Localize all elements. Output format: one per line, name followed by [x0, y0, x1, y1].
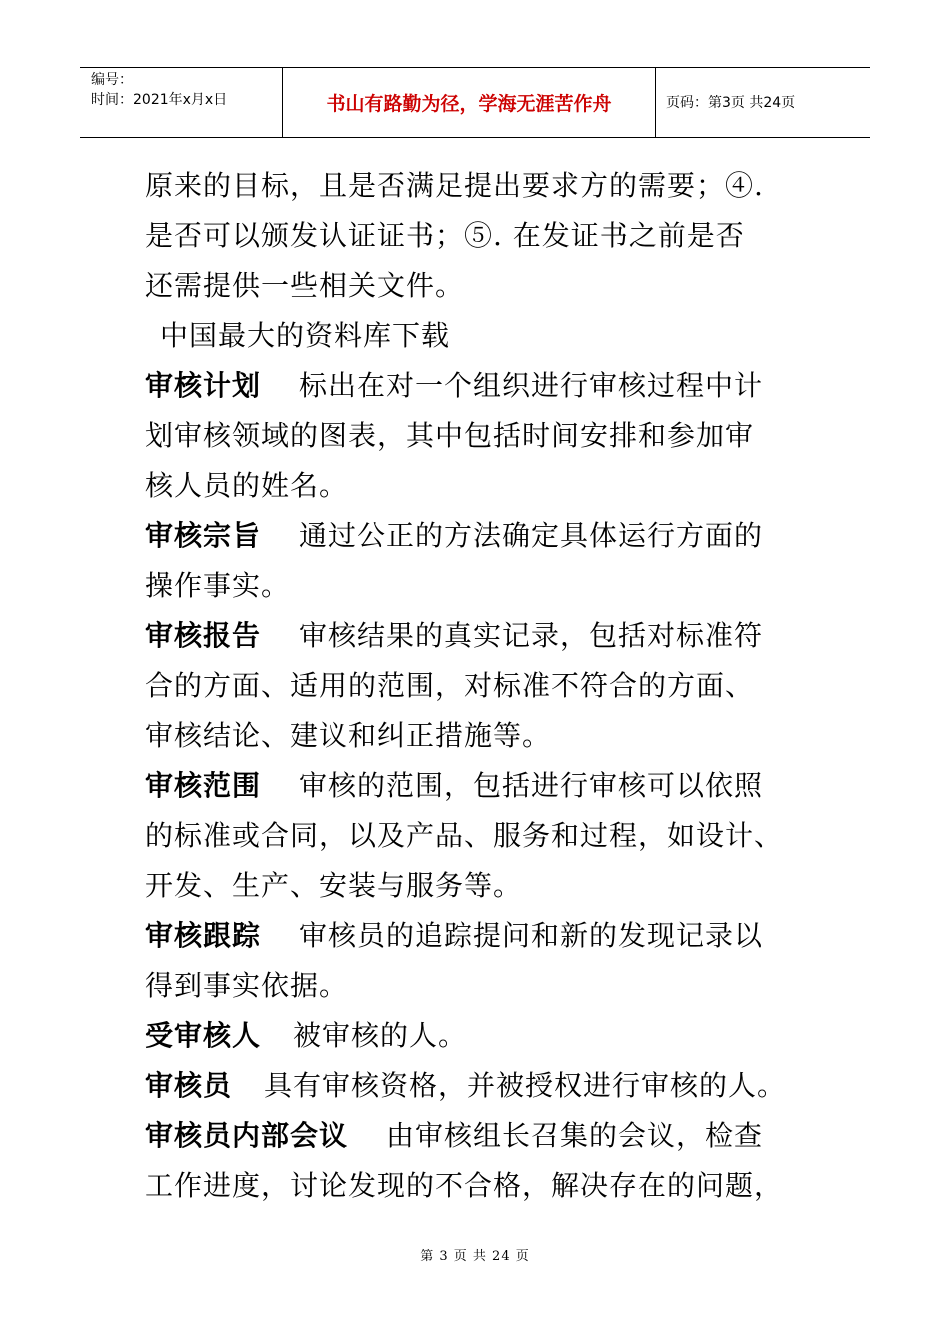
glossary-entry	[145, 761, 825, 911]
glossary-entry	[145, 511, 825, 611]
body-line: 划审核领域的图表，其中包括时间安排和参加审	[145, 419, 755, 452]
body-line: 工作进度，讨论发现的不合格，解决存在的问题，	[145, 1169, 784, 1202]
glossary-term: 审核宗旨	[145, 519, 262, 552]
glossary-term: 审核员内部会议	[145, 1119, 349, 1152]
body-line: 开发、生产、安装与服务等。	[145, 869, 523, 902]
body-line: 操作事实。	[145, 569, 291, 602]
glossary-entry	[145, 911, 825, 1011]
header-info-cell	[80, 68, 283, 137]
download-notice: 中国最大的资料库下载	[160, 319, 451, 352]
body-line: 的标准或合同，以及产品、服务和过程，如设计、	[145, 819, 784, 852]
header-page-info: 页码：第3页 共24页	[666, 95, 796, 111]
glossary-entry	[145, 1111, 825, 1211]
glossary-entry	[145, 1061, 825, 1111]
glossary-definition: 具有审核资格，并被授权进行审核的人。	[264, 1069, 787, 1102]
document-body	[145, 161, 825, 1211]
glossary-entry	[145, 361, 825, 511]
page-footer: 第 3 页 共 24 页	[420, 1249, 530, 1264]
body-line: 还需提供一些相关文件。	[145, 269, 465, 302]
body-line: 审核结论、建议和纠正措施等。	[145, 719, 552, 752]
document-date-label: 时间：2021年x月x日	[91, 92, 228, 108]
header-page-cell	[656, 68, 870, 137]
document-number-label: 编号：	[91, 72, 133, 88]
header-motto: 书山有路勤为径，学海无涯苦作舟	[326, 93, 612, 115]
glossary-definition: 被审核的人。	[293, 1019, 468, 1052]
glossary-term: 审核范围	[145, 769, 262, 802]
glossary-definition: 标出在对一个组织进行审核过程中计	[299, 369, 764, 402]
glossary-definition: 通过公正的方法确定具体运行方面的	[299, 519, 764, 552]
glossary-entry	[145, 1011, 825, 1061]
body-line: 是否可以颁发认证证书；⑤. 在发证书之前是否	[145, 219, 745, 252]
glossary-entry	[145, 611, 825, 761]
glossary-term: 审核计划	[145, 369, 262, 402]
page-header	[80, 67, 870, 138]
glossary-definition: 审核的范围，包括进行审核可以依照	[299, 769, 764, 802]
header-motto-cell	[283, 68, 656, 137]
body-line: 原来的目标，且是否满足提出要求方的需要；④.	[145, 169, 764, 202]
glossary-term: 审核员	[145, 1069, 233, 1102]
glossary-term: 受审核人	[145, 1019, 262, 1052]
glossary-definition: 审核员的追踪提问和新的发现记录以	[299, 919, 764, 952]
body-line: 得到事实依据。	[145, 969, 349, 1002]
glossary-term: 审核报告	[145, 619, 262, 652]
glossary-term: 审核跟踪	[145, 919, 262, 952]
glossary-definition: 由审核组长召集的会议，检查	[386, 1119, 764, 1152]
glossary-definition: 审核结果的真实记录，包括对标准符	[299, 619, 764, 652]
body-line: 核人员的姓名。	[145, 469, 349, 502]
body-line: 合的方面、适用的范围，对标准不符合的方面、	[145, 669, 755, 702]
